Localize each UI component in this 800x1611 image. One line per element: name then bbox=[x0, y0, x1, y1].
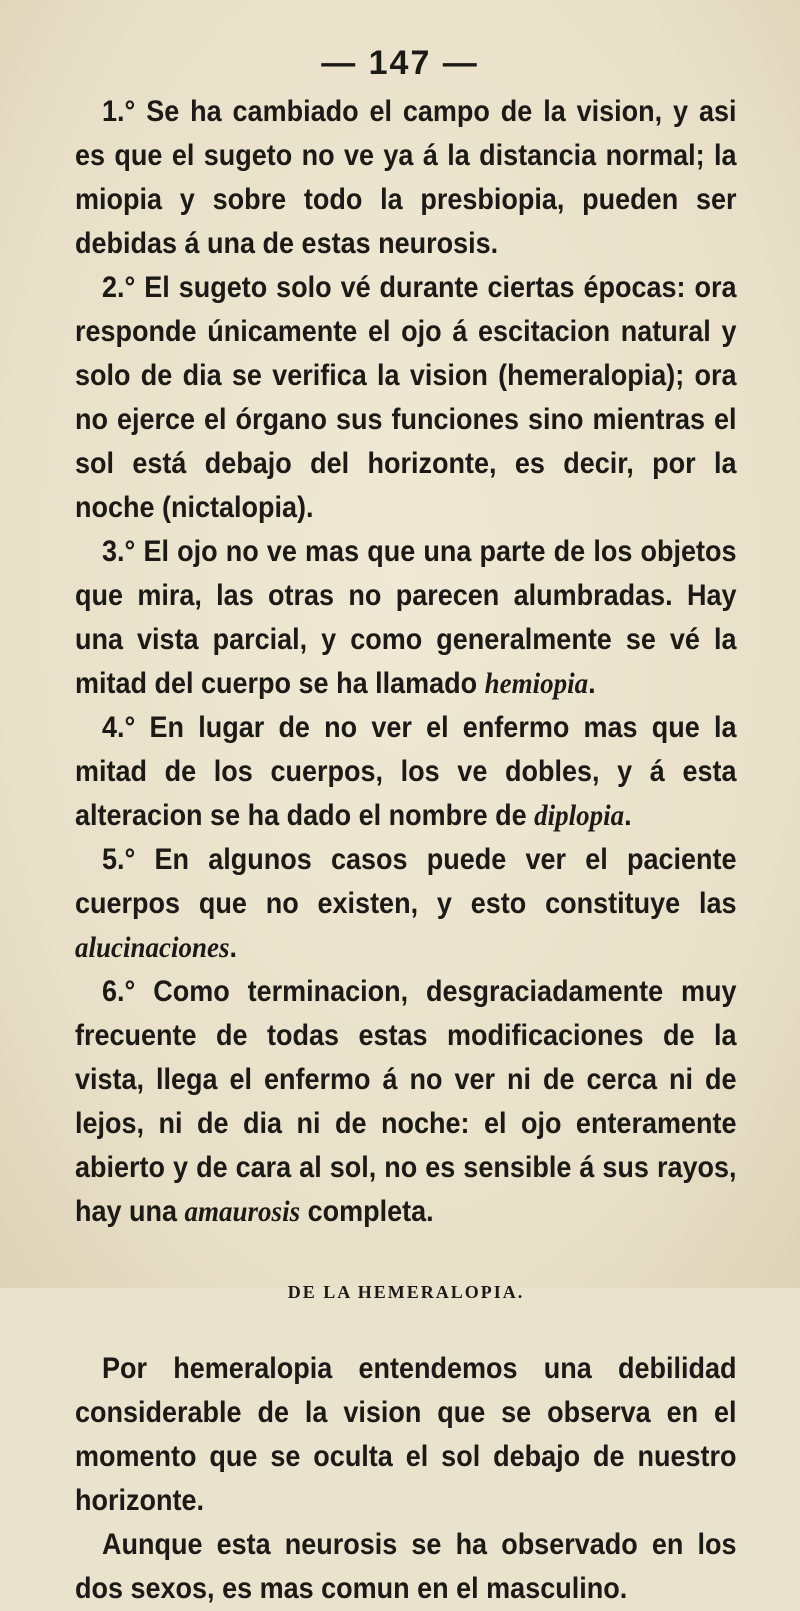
paragraph-tail: . bbox=[229, 931, 238, 964]
italic-term: alucinaciones bbox=[75, 931, 230, 964]
paragraph-tail: completa. bbox=[300, 1195, 434, 1228]
italic-term: hemiopia bbox=[484, 667, 589, 700]
paragraph-item-5 bbox=[75, 838, 737, 970]
paragraph-item-8 bbox=[75, 1523, 737, 1611]
page-body bbox=[75, 90, 737, 1611]
paragraph-item-1 bbox=[75, 90, 737, 266]
italic-term: amaurosis bbox=[184, 1195, 301, 1228]
page-number: — 147 — bbox=[321, 44, 479, 82]
paragraph-item-2 bbox=[75, 266, 737, 530]
paragraph-text: 6.° Como terminacion, desgraciadamente muy frecuente de todas estas modificaciones de la vista, llega el enfermo á no ver ni de cerca ni de lejos, ni de dia ni de noche: el ojo enteramente abierto y de cara al sol, no es sensible á sus rayos, hay una bbox=[75, 975, 737, 1228]
section-heading: DE LA HEMERALOPIA. bbox=[287, 1282, 525, 1302]
paragraph-text: 2.° El sugeto solo vé durante ciertas épocas: ora responde únicamente el ojo á escitacion natural y solo de dia se verifica la vision (hemeralopia); ora no ejerce el órgano sus funciones sino mientras el sol está debajo del horizonte, es decir, por la noche (nictalopia). bbox=[75, 271, 737, 524]
italic-term: diplopia bbox=[534, 799, 625, 832]
paragraph-item-3 bbox=[75, 530, 737, 706]
paragraph-item-4 bbox=[75, 706, 737, 838]
paragraph-item-7 bbox=[75, 1347, 737, 1523]
paragraph-text: 4.° En lugar de no ver el enfermo mas que la mitad de los cuerpos, los ve dobles, y á esta alteracion se ha dado el nombre de bbox=[75, 711, 737, 832]
paragraph-text: 3.° El ojo no ve mas que una parte de los objetos que mira, las otras no parecen alumbradas. Hay una vista parcial, y como generalmente se vé la mitad del cuerpo se ha llamado bbox=[75, 535, 737, 700]
paragraph-text: Aunque esta neurosis se ha observado en los dos sexos, es mas comun en el masculino. bbox=[75, 1528, 737, 1605]
paragraph-text: 5.° En algunos casos puede ver el paciente cuerpos que no existen, y esto constituye las bbox=[75, 843, 737, 920]
paragraph-tail: . bbox=[624, 799, 632, 832]
paragraph-text: Por hemeralopia entendemos una debilidad considerable de la vision que se observa en el momento que se oculta el sol debajo de nuestro horizonte. bbox=[75, 1352, 737, 1517]
paragraph-text: 1.° Se ha cambiado el campo de la vision, y asi es que el sugeto no ve ya á la distancia normal; la miopia y sobre todo la presbiopia, pueden ser debidas á una de estas neurosis. bbox=[75, 95, 737, 260]
paragraph-tail: . bbox=[588, 667, 596, 700]
paragraph-item-6 bbox=[75, 970, 737, 1234]
